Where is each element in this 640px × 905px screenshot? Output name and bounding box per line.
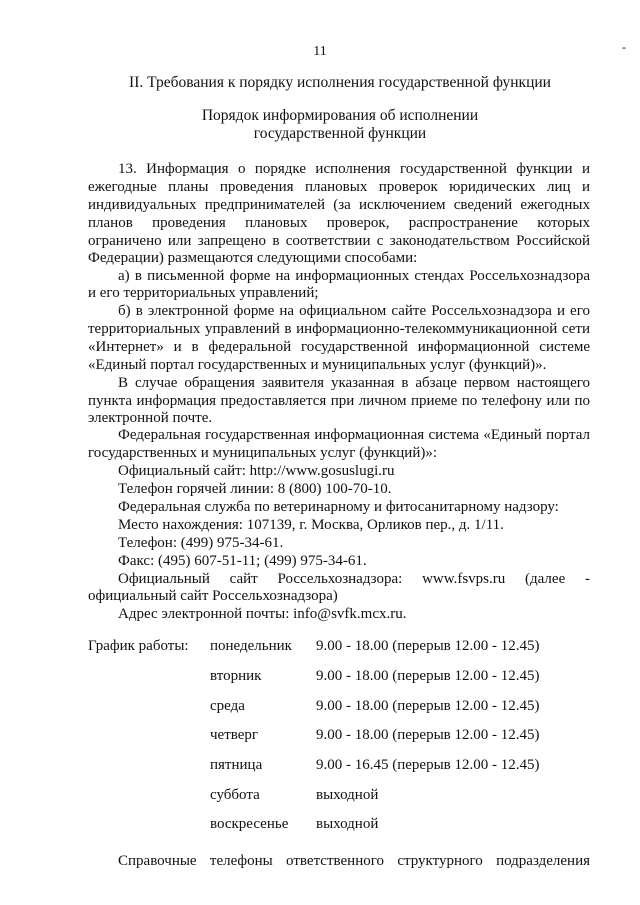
schedule-day: вторник [210,668,262,684]
schedule-day: суббота [210,787,260,803]
service-fax: Факс: (495) 607-51-11; (499) 975-34-61. [118,553,367,569]
case-paragraph-line: В случае обращения заявителя указанная в абзаце первом настоящего [118,375,590,391]
paragraph-13-line: ежегодные планы проведения плановых проверок юридических лиц и [88,179,590,195]
schedule-hours: выходной [316,787,379,803]
schedule-hours: 9.00 - 18.00 (перерыв 12.00 - 12.45) [316,638,540,654]
case-paragraph-line: электронной почте. [88,410,213,426]
paragraph-13-line: ограничено или запрещено в соответствии с законодательством Российской [88,233,590,249]
reference-phones-line: Справочные телефоны ответственного структурного подразделения [118,853,590,869]
fsvps-site-line: Официальный сайт Россельхознадзора: www.fsvps.ru (далее - [118,571,590,587]
section-title: II. Требования к порядку исполнения государственной функции [129,74,551,91]
corner-mark: - [622,40,626,54]
item-b-line: территориальных управлений в информационно-телекоммуникационной сети [88,321,590,337]
subtitle-line-2: государственной функции [253,125,427,142]
schedule-hours: 9.00 - 16.45 (перерыв 12.00 - 12.45) [316,757,540,773]
paragraph-13-line: индивидуальных предпринимателей (за исключением сведений ежегодных [88,197,590,213]
fgis-paragraph-line: государственных и муниципальных услуг (функций)»: [88,445,438,461]
item-b-line: «Интернет» и в федеральной государственной информационной системе [88,339,590,355]
schedule-day: среда [210,698,245,714]
schedule-label: График работы: [88,638,189,654]
fsvps-site-line: официальный сайт Россельхознадзора) [88,588,338,604]
service-address: Место нахождения: 107139, г. Москва, Орликов пер., д. 1/11. [118,517,504,533]
item-b-line: б) в электронной форме на официальном сайте Россельхознадзора и его [118,303,590,319]
schedule-hours: 9.00 - 18.00 (перерыв 12.00 - 12.45) [316,727,540,743]
schedule-hours: 9.00 - 18.00 (перерыв 12.00 - 12.45) [316,698,540,714]
item-a-line: и его территориальных управлений; [88,285,319,301]
schedule-hours: выходной [316,816,379,832]
subtitle-line-1: Порядок информирования об исполнении [201,107,479,124]
gosuslugi-site: Официальный сайт: http://www.gosuslugi.ru [118,463,395,479]
hotline-phone: Телефон горячей линии: 8 (800) 100-70-10. [118,481,392,497]
paragraph-13-line: Федерации) размещаются следующими способами: [88,250,418,266]
schedule-hours: 9.00 - 18.00 (перерыв 12.00 - 12.45) [316,668,540,684]
item-a-line: а) в письменной форме на информационных стендах Россельхознадзора [118,268,590,284]
paragraph-13-line: планов проведения плановых проверок, распространение которых [88,215,590,231]
item-b-line: «Единый портал государственных и муниципальных услуг (функций)». [88,357,547,373]
schedule-day: воскресенье [210,816,289,832]
fgis-paragraph-line: Федеральная государственная информационная система «Единый портал [118,427,590,443]
service-email: Адрес электронной почты: info@svfk.mcx.ru. [118,606,407,622]
page-number: 11 [313,44,327,59]
schedule-day: пятница [210,757,263,773]
schedule-day: четверг [210,727,259,743]
schedule-day: понедельник [210,638,292,654]
service-phone: Телефон: (499) 975-34-61. [118,535,284,551]
case-paragraph-line: пункта информация предоставляется при личном приеме по телефону или по [88,393,590,409]
paragraph-13-line: 13. Информация о порядке исполнения государственной функции и [118,161,590,177]
service-name: Федеральная служба по ветеринарному и фитосанитарному надзору: [118,499,559,515]
